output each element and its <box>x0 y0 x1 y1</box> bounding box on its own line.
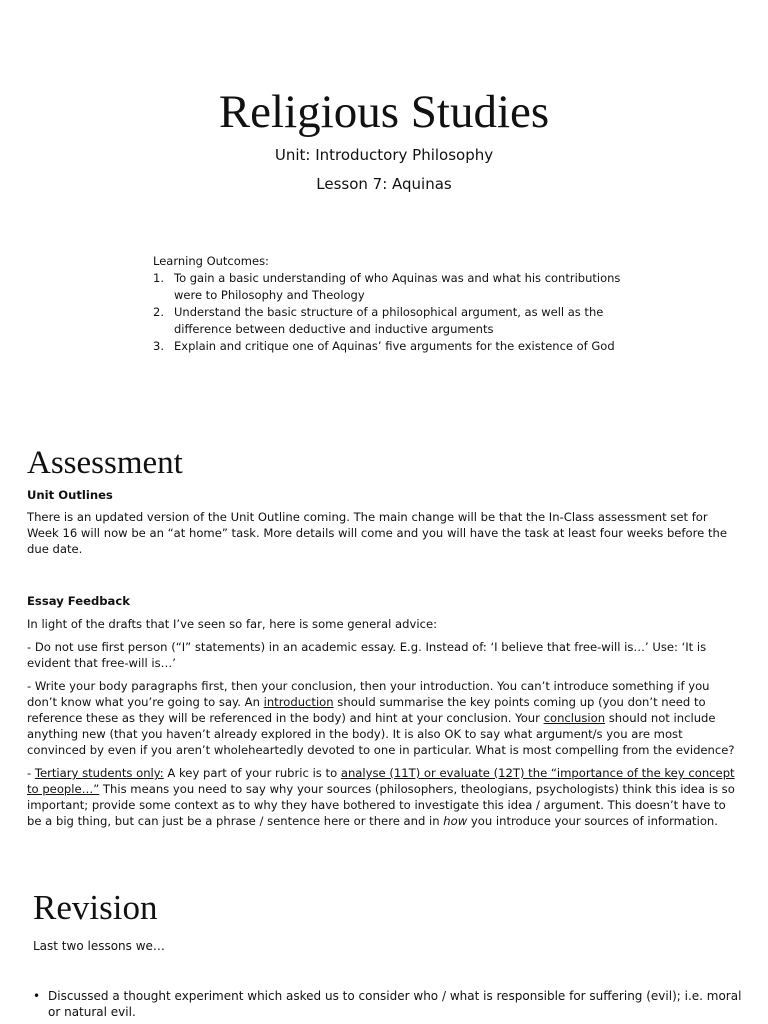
rubric-criterion: analyse (11T) or evaluate (12T) the “importance of the key concept to people…” <box>27 766 735 796</box>
unit-subtitle: Unit: Introductory Philosophy <box>274 146 494 164</box>
text-span: - <box>27 766 35 780</box>
list-number: 1. <box>153 271 164 285</box>
unit-outlines-heading: Unit Outlines <box>27 488 113 502</box>
assessment-body <box>27 487 743 829</box>
conclusion-term: conclusion <box>543 711 606 725</box>
learning-outcomes <box>153 253 623 355</box>
list-number: 3. <box>153 339 164 353</box>
text-span: you introduce your sources of information. <box>467 814 718 828</box>
lesson-subtitle: Lesson 7: Aquinas <box>316 175 452 193</box>
list-text: Discussed a thought experiment which asked us to consider who / what is responsible for suffering (evil); i.e. moral or natural evil. <box>48 989 742 1019</box>
revision-intro: Last two lessons we… <box>33 939 165 953</box>
advice-tertiary <box>27 765 743 829</box>
list-text: Explain and critique one of Aquinas’ five arguments for the existence of God <box>174 339 615 353</box>
how-emphasis: how <box>443 814 468 828</box>
essay-intro: In light of the drafts that I’ve seen so far, here is some general advice: <box>27 617 437 631</box>
revision-list <box>33 988 743 1020</box>
learning-outcomes-heading: Learning Outcomes: <box>153 254 269 268</box>
tertiary-label: Tertiary students only: <box>34 766 164 780</box>
text-span: should not include anything new (that you haven’t already explored in the body). It is also OK to say what argument/s you are most convinced by even if you aren’t wholeheartedly devoted to one in particular. What is most compelling from the evidence? <box>27 711 735 757</box>
introduction-term: introduction <box>263 695 334 709</box>
advice-first-person: - Do not use first person (“I” statements) in an academic essay. E.g. Instead of: ‘I believe that free-will is…’ Use: ‘It is evident that free-will is…’ <box>27 640 707 670</box>
list-number: 2. <box>153 305 164 319</box>
list-item <box>33 988 743 1020</box>
unit-outlines-text: There is an updated version of the Unit Outline coming. The main change will be that the In-Class assessment set for Week 16 will now be an “at home” task. More details will come and you will have the task at least four weeks before the due date. <box>27 510 727 556</box>
revision-heading: Revision <box>33 888 158 927</box>
learning-outcomes-list <box>153 270 623 355</box>
list-text: Understand the basic structure of a philosophical argument, as well as the difference between deductive and inductive arguments <box>174 305 604 336</box>
list-item <box>153 338 623 355</box>
list-text: To gain a basic understanding of who Aquinas was and what his contributions were to Philosophy and Theology <box>174 271 621 302</box>
text-span: should summarise the key points coming up (you don’t need to reference these as they will be referenced in the body) and hint at your conclusion. Your <box>27 695 706 725</box>
page-title: Religious Studies <box>218 86 550 138</box>
text-span: A key part of your rubric is to <box>163 766 341 780</box>
assessment-heading: Assessment <box>27 445 183 481</box>
text-span: This means you need to say why your sources (philosophers, theologians, psychologists) think this idea is so important; provide some context as to why they have bothered to investigate this idea / argument. This doesn’t have to be a big thing, but can just be a phrase / sentence here or there and in <box>27 782 735 828</box>
bullet-icon: • <box>33 989 41 1003</box>
list-item <box>153 304 623 338</box>
advice-structure <box>27 678 743 758</box>
text-span: - Write your body paragraphs first, then your conclusion, then your introduction. You can’t introduce something if you don’t know what you’re going to say. An <box>27 679 710 709</box>
list-item <box>153 270 623 304</box>
essay-feedback-heading: Essay Feedback <box>27 594 130 608</box>
